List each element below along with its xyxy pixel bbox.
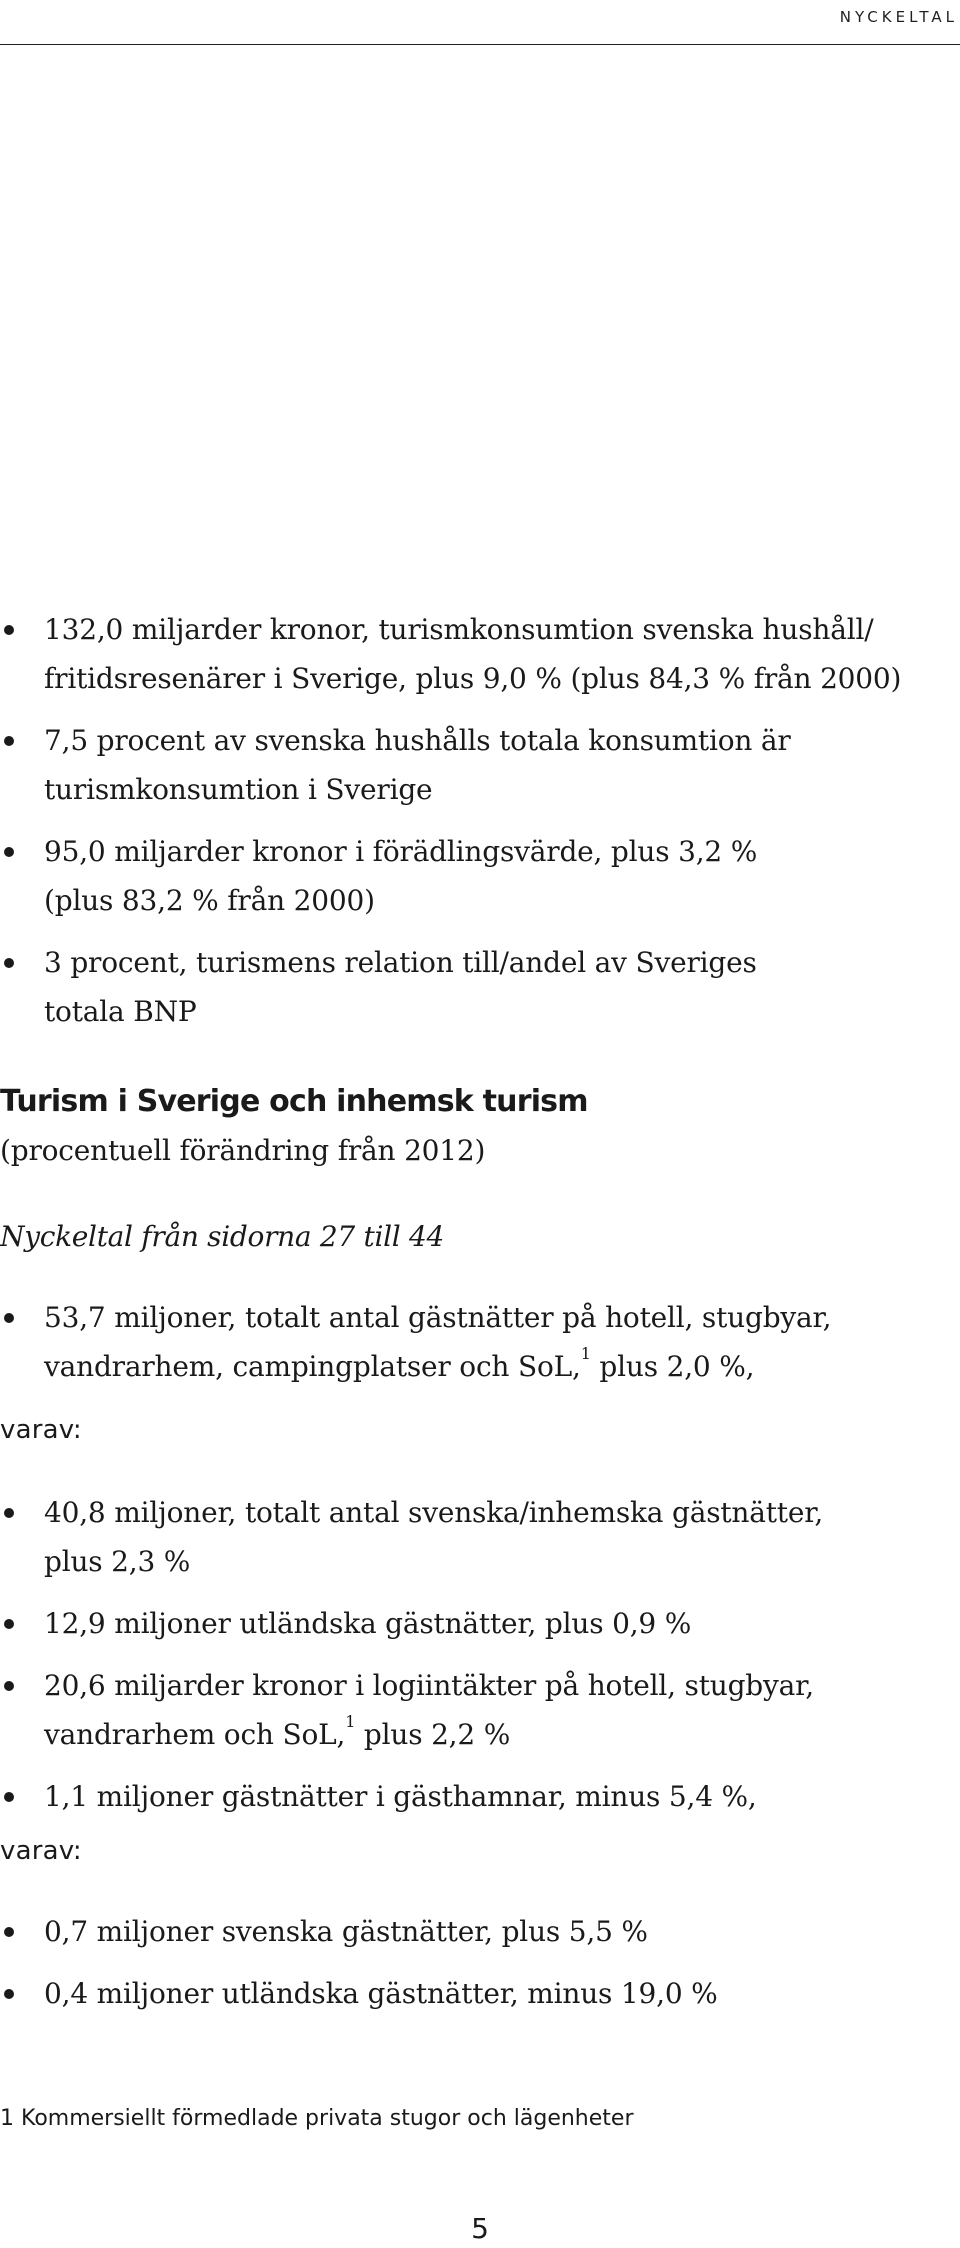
list-item [0, 1488, 960, 1586]
marina-breakdown-list [0, 1907, 960, 2018]
bullet-icon [4, 625, 14, 635]
list-item-line: plus 2,0 %, [590, 1350, 755, 1383]
list-item-line: 3 procent, turismens relation till/andel av Sveriges [44, 946, 757, 979]
list-item-line: 20,6 miljarder kronor i logiintäkter på hotell, stugbyar, [44, 1669, 814, 1702]
list-item-line: 132,0 miljarder kronor, turismkonsumtion svenska hushåll/ [44, 613, 874, 646]
list-item-line: 53,7 miljoner, totalt antal gästnätter på hotell, stugbyar, [44, 1301, 832, 1334]
list-item-line: 40,8 miljoner, totalt antal svenska/inhemska gästnätter, [44, 1496, 824, 1529]
list-item [0, 1293, 960, 1391]
footnote-reference: 1 [580, 1344, 591, 1363]
list-item-line: totala BNP [44, 995, 197, 1028]
list-item-line: vandrarhem, campingplatser och SoL, [44, 1350, 581, 1383]
list-item [0, 1907, 960, 1956]
footnote: 1 Kommersiellt förmedlade privata stugor och lägenheter [0, 2106, 634, 2131]
bullet-icon [4, 847, 14, 857]
list-item-line: (plus 83,2 % från 2000) [44, 884, 375, 917]
page-number: 5 [471, 2212, 489, 2245]
varav-label: varav: [0, 1415, 82, 1445]
running-header: NYCKELTAL [839, 8, 958, 26]
section-note: Nyckeltal från sidorna 27 till 44 [0, 1220, 445, 1253]
bullet-icon [4, 1989, 14, 1999]
list-item [0, 938, 960, 1036]
list-item-line: fritidsresenärer i Sverige, plus 9,0 % (plus 84,3 % från 2000) [44, 662, 902, 695]
list-item-line: plus 2,3 % [44, 1545, 191, 1578]
list-item [0, 1969, 960, 2018]
bullet-icon [4, 1927, 14, 1937]
list-item [0, 1772, 960, 1821]
list-item [0, 605, 960, 703]
intro-key-figures-list [0, 605, 960, 1049]
bullet-icon [4, 1619, 14, 1629]
varav-label: varav: [0, 1836, 82, 1866]
bullet-icon [4, 736, 14, 746]
footnote-reference: 1 [345, 1712, 356, 1731]
list-item [0, 1661, 960, 1759]
section-heading: Turism i Sverige och inhemsk turism [0, 1084, 588, 1119]
list-item-line: 95,0 miljarder kronor i förädlingsvärde, plus 3,2 % [44, 835, 758, 868]
list-item-line: plus 2,2 % [355, 1718, 511, 1751]
list-item [0, 716, 960, 814]
list-item [0, 1599, 960, 1648]
bullet-icon [4, 1792, 14, 1802]
list-item-line: turismkonsumtion i Sverige [44, 773, 433, 806]
bullet-icon [4, 958, 14, 968]
bullet-icon [4, 1508, 14, 1518]
list-item-line: 0,4 miljoner utländska gästnätter, minus 19,0 % [44, 1977, 718, 2010]
list-item-line: 7,5 procent av svenska hushålls totala konsumtion är [44, 724, 791, 757]
bullet-icon [4, 1681, 14, 1691]
lodging-breakdown-list [0, 1488, 960, 1834]
list-item-line: vandrarhem och SoL, [44, 1718, 346, 1751]
bullet-icon [4, 1313, 14, 1323]
list-item-line: 0,7 miljoner svenska gästnätter, plus 5,5 % [44, 1915, 648, 1948]
lodging-summary-list [0, 1293, 960, 1391]
list-item [0, 827, 960, 925]
list-item-line: 12,9 miljoner utländska gästnätter, plus 0,9 % [44, 1607, 692, 1640]
section-subheading: (procentuell förändring från 2012) [0, 1134, 486, 1167]
header-rule [0, 44, 960, 45]
list-item-line: 1,1 miljoner gästnätter i gästhamnar, minus 5,4 %, [44, 1780, 757, 1813]
